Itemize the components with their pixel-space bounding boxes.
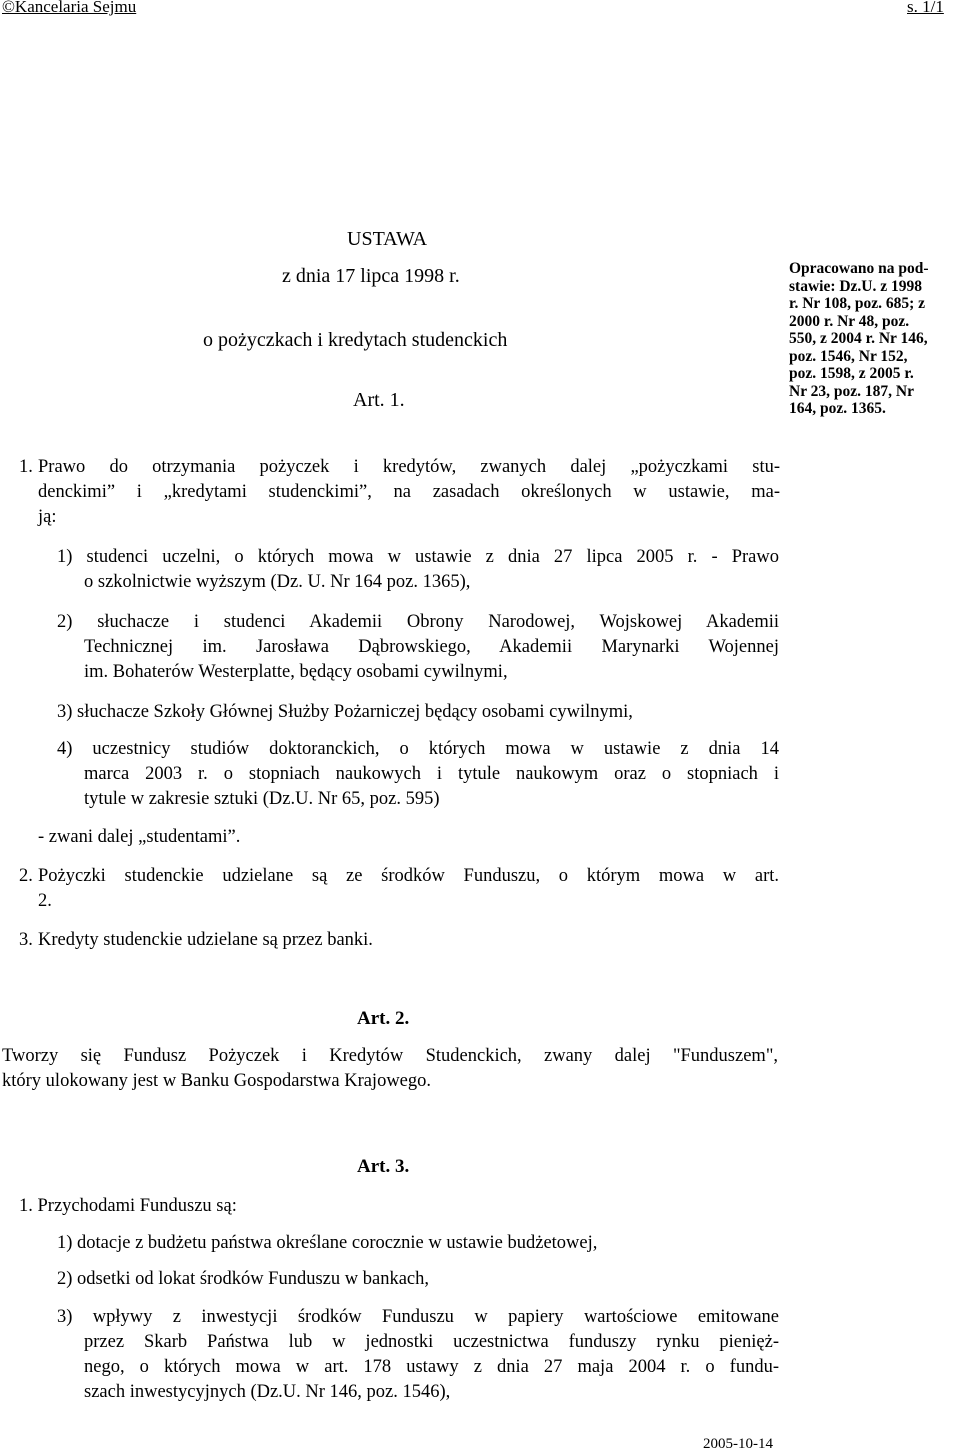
art1-item-2: 2) słuchacze i studenci Akademii Obrony Narodowej, Wojskowej Akademii	[57, 612, 779, 632]
art2-heading: Art. 2.	[357, 1008, 410, 1029]
sidenote-line: 2000 r. Nr 48, poz.	[789, 312, 910, 330]
art1-item-2-cont: Technicznej im. Jarosława Dąbrowskiego, Akademii Marynarki Wojennej	[84, 637, 779, 657]
art1-p1-line: Prawo do otrzymania pożyczek i kredytów, zwanych dalej „pożyczkami stu-	[38, 457, 780, 477]
sidenote-line: poz. 1546, Nr 152,	[789, 347, 908, 365]
art1-p2-number: 2.	[19, 866, 33, 886]
art1-p1-number: 1.	[19, 457, 33, 477]
art1-p3-number: 3.	[19, 930, 33, 950]
footer-date: 2005-10-14	[703, 1436, 773, 1452]
art1-p3-text: Kredyty studenckie udzielane są przez banki.	[38, 930, 373, 950]
art3-p1: 1. Przychodami Funduszu są:	[19, 1196, 237, 1216]
sidenote-line: Opracowano na pod-	[789, 260, 929, 277]
sidenote-line: 164, poz. 1365.	[789, 400, 886, 417]
art3-item-2: 2) odsetki od lokat środków Funduszu w bankach,	[57, 1269, 430, 1289]
art3-item-3-cont: szach inwestycyjnych (Dz.U. Nr 146, poz. 1546),	[84, 1382, 451, 1402]
art2-line: który ulokowany jest w Banku Gospodarstwa Krajowego.	[2, 1071, 432, 1091]
document-type: USTAWA	[347, 228, 428, 250]
art1-p1-line: denckimi” i „kredytami studenckimi”, na zasadach określonych w ustawie, ma-	[38, 482, 780, 502]
art1-p2-line: Pożyczki studenckie udzielane są ze środków Funduszu, o którym mowa w art.	[38, 866, 779, 886]
art1-item-2-cont: im. Bohaterów Westerplatte, będący osobami cywilnymi,	[84, 662, 508, 682]
sidenote-line: r. Nr 108, poz. 685; z	[789, 295, 926, 312]
document-subject: o pożyczkach i kredytach studenckich	[203, 329, 508, 351]
art1-item-3: 3) słuchacze Szkoły Głównej Służby Pożarniczej będący osobami cywilnymi,	[57, 702, 633, 722]
art3-item-1: 1) dotacje z budżetu państwa określane corocznie w ustawie budżetowej,	[57, 1233, 598, 1253]
art2-line: Tworzy się Fundusz Pożyczek i Kredytów Studenckich, zwany dalej "Funduszem",	[2, 1046, 778, 1066]
sidenote-line: stawie: Dz.U. z 1998	[789, 277, 923, 295]
art1-item-4: 4) uczestnicy studiów doktoranckich, o których mowa w ustawie z dnia 14	[57, 739, 779, 759]
art1-item-1-cont: o szkolnictwie wyższym (Dz. U. Nr 164 poz. 1365),	[84, 572, 471, 592]
art1-p1-line: ją:	[38, 507, 57, 527]
header-page-number: s. 1/1	[907, 0, 944, 16]
art3-item-3: 3) wpływy z inwestycji środków Funduszu w papiery wartościowe emitowane	[57, 1307, 779, 1327]
art1-p2-line: 2.	[38, 891, 52, 911]
source-sidenote	[789, 260, 929, 418]
art1-item-4-cont: tytule w zakresie sztuki (Dz.U. Nr 65, poz. 595)	[84, 789, 440, 809]
sidenote-line: poz. 1598, z 2005 r.	[789, 365, 914, 382]
document-date: z dnia 17 lipca 1998 r.	[282, 265, 460, 287]
art1-item-1: 1) studenci uczelni, o których mowa w ustawie z dnia 27 lipca 2005 r. - Prawo	[57, 547, 779, 567]
art3-item-3-cont: nego, o których mowa w art. 178 ustawy z dnia 27 maja 2004 r. o fundu-	[84, 1357, 779, 1377]
art3-heading: Art. 3.	[357, 1156, 410, 1177]
sidenote-line: 550, z 2004 r. Nr 146,	[789, 330, 928, 347]
art1-closing: - zwani dalej „studentami”.	[38, 827, 241, 847]
art3-item-3-cont: przez Skarb Państwa lub w jednostki uczestnictwa funduszy rynku pienięż-	[84, 1332, 779, 1352]
art1-item-4-cont: marca 2003 r. o stopniach naukowych i tytule naukowym oraz o stopniach i	[84, 764, 779, 784]
sidenote-line: Nr 23, poz. 187, Nr	[789, 382, 914, 400]
header-source: ©Kancelaria Sejmu	[2, 0, 137, 16]
art1-heading: Art. 1.	[353, 389, 405, 411]
